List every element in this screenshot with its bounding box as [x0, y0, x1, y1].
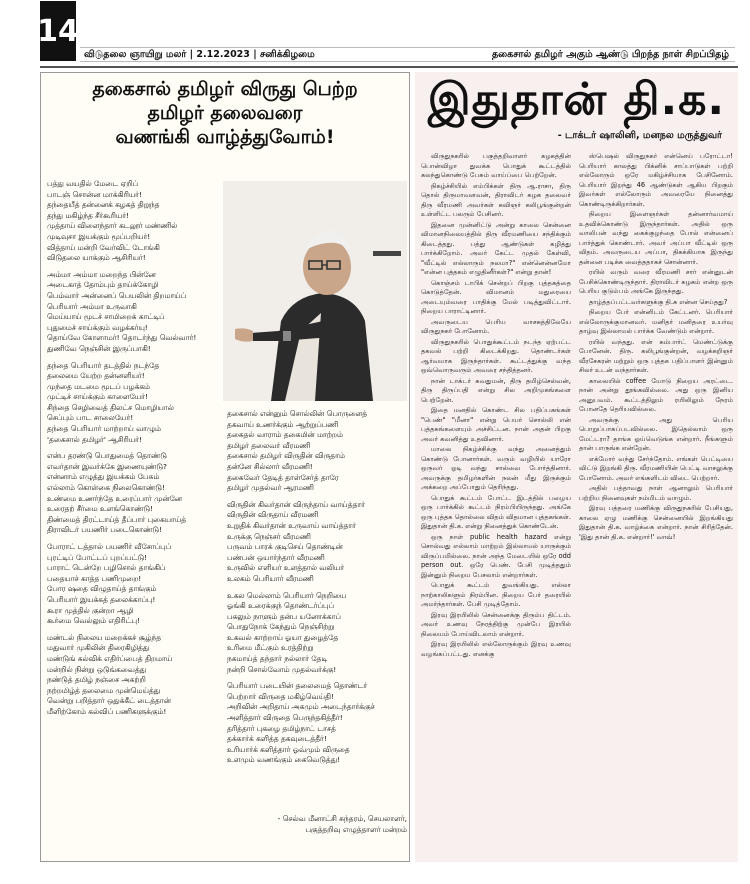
poem-line: முடிவுசா இயக்கும் மூப்பறியர்!	[47, 231, 151, 241]
poem-line: சிந்தை செழிவைத் திலட்ச மொழியால்	[47, 402, 174, 412]
header-divider	[40, 66, 738, 68]
poem-line: தகைசால் தமிழர் விருதின் விருதாம்	[227, 451, 345, 461]
poem-line: திண்மைத் திரட்டாய்த் தீப்பார் புகையாய்த்	[47, 514, 187, 524]
poem-stanza	[227, 500, 407, 585]
poem-line: பத்து வயதில் மேடை ஏறிப்	[47, 179, 139, 188]
article-paragraph: இதை மனதில் கொண்ட சில பதிப்பகங்கள் "பெண்" "மீனா" என்று பெயர் சொல்லி என் புத்தகங்களையும் அச்சிட்டன. நான் அதன் பிறகு அவர் கவனித்து உதவினார்.	[421, 406, 571, 443]
poem-line: பாராட் டென்றே பழிசொல் தாங்கிப்	[47, 563, 166, 573]
article-paragraph: ஒரு நாள் public health hazard என்று சொல்வது எல்லாம் மாற்றம் இல்லாமல் யாருக்கும் விருப்பமில்லை. நான் அந்த மேடையில் ஒரே odd person out. ஒரே பெண். பேசி முடித்ததும் இன்னும் நிறைய பேசலாம் என்றார்கள்.	[421, 532, 571, 579]
poem-line: புரட்டிப் போட்டப் புறப்பட்டு!	[47, 552, 148, 562]
headline-line: தமிழர் தலைவரை	[147, 102, 303, 124]
poem-line: மீளிற்கோம் கல்விப் பணிகளுக்கும்!	[47, 706, 167, 716]
poem-line: என்னாம் எழுத்து இயக்கம் பேசும்	[47, 472, 160, 482]
poem-line: பருவம் பாரக் குடிசெய் தொண்டின்	[227, 542, 343, 552]
article-paragraph: மாலை நிகழ்ச்சிக்கு வந்து அனைத்தும் கொண்டு போனார்கள். வரும் வழியில் யாரோ ஒருவர் ஓடி வந்து சால்வை போர்த்தினார். அவருக்கு தமிழர்களின் நலன் மீது இருக்கும் அக்கறை அப்போதும் தெரிந்தது.	[421, 445, 571, 491]
headline-line: வணங்கி வாழ்த்துவோம்!	[115, 126, 335, 148]
poem-line: போர ஷதை விழுதாய்த் தாங்கும்	[47, 584, 157, 594]
poem-line: அடைகாத் தோம்பும் தாய்க்கோழி	[47, 280, 159, 290]
poem-line: தகைவேர் தேடித் தாள்சேர்த் தாரே	[227, 472, 339, 482]
poem-line: பாடஞ் சொன்ன மாக்கிரியர்!	[47, 189, 142, 199]
poem-line: மன்றில் நின்று ஒடுங்கவைத்து	[47, 664, 147, 674]
poem-line: நற்றமிழ்த் தலைமை முன்மெய்த்து	[47, 685, 161, 695]
page-number: 14	[40, 1, 76, 61]
poem-line: நகமாய்த் தந்தார் நல்லார் தேடி	[227, 654, 328, 664]
poem-line: தமிழர் முதல்வர் ஆரமணி	[227, 483, 314, 493]
right-article	[415, 72, 738, 862]
poem-line: மதுவார் முகிலின் திரைகிழித்து	[47, 643, 150, 653]
poem-line: பெம்வார் அன்னைப் பெயலின் திறமாய்ப்	[47, 290, 187, 300]
article-paragraph: நிறைய இளைஞர்கள் தன்னார்வமாய் உதவிக்கொண்டு இருந்தார்கள். அதில் ஒரு வாலிபன் வந்து கைக்குழந்தை போல் என்னைப் பார்த்துக் கொண்டார். அவர் அப்பா வீட்டில் ஒரு விதம். அவருடைய அப்பா, திகக்கியாக இருந்து தன்னை படிக்க வைத்ததாகச் சொன்னார்.	[579, 210, 733, 266]
poem-line: கூரா முத்தில் குன்றா ஆழி	[47, 605, 134, 615]
header-right-text: தகைசால் தமிழர் அகும் ஆண்டு பிறந்த நாள் சிறப்பிதழ்	[491, 48, 729, 60]
poem-line: உறுதிக் கிவர்தான் உருவாய் வாய்த்தார்	[227, 520, 356, 530]
poem-line: பெரியார் இயக்கத் தலைக்காப்பு!	[47, 594, 156, 604]
poem-line: உகல மெல்லாம் பெரியார் நெறியை	[227, 590, 347, 600]
article-paragraph: அவருடைய பெரிய வாசகத்திலேயே விருதுநகர் போனோம்.	[421, 317, 571, 335]
poem-line: தரித்தார் புகழை தமிழ்நாட் டாசத்	[227, 723, 336, 733]
poem-stanza	[47, 633, 223, 718]
article-paragraph: ரயில் வரும் வரை வீரமணி சார் என்னுடன் பேசிக்கொண்டிருந்தார். திராவிடர் கழகம் என்ற ஒரு பெரிய குடும்பம் அங்கே இருந்தது.	[579, 268, 733, 295]
poem-stanza	[227, 409, 407, 494]
poem-line: தக்கார்க் களித்த தகவுடைத்தீர்!	[227, 734, 327, 744]
poem-line: போராட் டத்தால் பயணிர் வீசோப்புப்	[47, 542, 172, 551]
article-column-2	[579, 152, 733, 857]
article-paragraph: அவருக்கு அது பெரிய பொறுப்பாகப்படவில்லை. இதெல்லாம் ஒரு மேட்டரா? தாங்க ஓய்வெடுங்க என்றார். நீங்களும் தான் பாருங்க என்றேன்.	[579, 415, 733, 452]
poem-line: நன்றி சொல்வோம் முதல்வர்க்கு!	[227, 664, 337, 674]
poem-line: முத்தாய் விளைந்தார் கடலூர் மண்ணில்	[47, 221, 178, 231]
poem-line: தன்னே சில்லார் வீரமணி!	[227, 461, 313, 471]
poem-line: தலைமை யேற்ற தன்னளியர்!	[47, 371, 145, 381]
poem-line: வித்தாய் மன்றி வேர்விட் டோங்கி	[47, 242, 160, 252]
article-paragraph: இரவு இரயிலில் சென்னைக்கு திரும்ப திட்டம். அவர் உணவு நேரத்திற்கு முன்பே இரயில் நிலையம் போய்விடலாம் என்றார்.	[421, 610, 571, 638]
poem-line: தகைசால் என்னும் சொல்லின் பொருளைத்	[227, 409, 368, 418]
poem-line: என்ப தரண்டு பொதுமைத் தொண்டு	[47, 451, 167, 461]
article-paragraph: கொஞ்சம் டாபிக் சென்றப் பிறகு புத்தகத்தை கொடுத்தேன். விமானம் மதுரையை அடையும்வரை பாதிக்கு மேல் படித்துவிட்டார். நிறைய பாராட்டினார்.	[421, 278, 571, 315]
poem-line: பெரியார் படையின் தலைமைத் தொண்டர்	[227, 681, 368, 691]
poem-line: உலகம் பெரியார் வீரமணி	[227, 573, 314, 583]
poem-line: தந்தை பெரியார் மாற்றாய் வாழும்	[47, 424, 161, 434]
article-paragraph: பொதுக் கூட்டம் போட்ட இடத்தில் பழைய ஒரு பார்க்கில் கூட்டம் நிரம்பியிருந்தது. அங்கே ஒரு புத்தக தொல்லை விதம் விதமான புத்தகங்கள். இதுதான் தி.க. என்று நினைத்துக் கொண்டேன்.	[421, 493, 571, 530]
poem-stanza	[47, 542, 223, 627]
right-article-title: இதுதான் தி.க.	[427, 74, 726, 125]
poem-line: மண்டல் நிலைய மறைக்கச் சூழ்ந்த	[47, 632, 162, 642]
article-paragraph: தாழ்த்தப்பட்டவர்களுக்கு தி.க என்ன செய்தது?	[589, 297, 728, 306]
poem-line: அளித்தார் விருதை பெருந்தகித்தீர்!	[227, 713, 343, 723]
poem-line: பொதுநோக் கேந்தும் நெஞ்சிற்று	[227, 622, 335, 632]
leader-photo	[223, 181, 407, 401]
poem-line: பதையாச் காத்த பணிமுறை!	[47, 573, 142, 583]
poem-line: முந்தை மடமை மூடப் பழக்கம்	[47, 381, 150, 391]
poem-line: கூர்மை வெல்லும் எதிரிட்பு!	[47, 616, 140, 626]
article-paragraph: நான் டாக்டர் சுவதுமன், திரு தமிழ்செல்வன், திரு திருப்பதி என்று சில அறிமுகங்களை பெற்றேன்.	[421, 376, 571, 404]
poem-line: எல்லாம் கொள்கை நிலைகொண்டு!	[47, 483, 165, 493]
poem-line: தகவாய் உணர்க்கும் ஆற்றுப்பணி	[227, 419, 339, 429]
poem-line: ஓங்கி உரைக்குந் தொண்டர்ப்புப்	[227, 601, 335, 611]
poem-line: பெரியார் அம்மா உருவாகி	[47, 301, 137, 311]
signoff-line-1: - செல்வ மீனாட்சி சுந்தரம், செயலாளர்,	[277, 814, 407, 823]
poem-line: உருவில் எளியர் உளத்தால் வலியர்	[227, 563, 345, 573]
article-paragraph: விருதுநகரில் பொதுக்கூட்டம் நடந்த ஏற்பட்ட தகவல் பற்றி கிடைக்கிறது. தொண்டர்கள் ஆர்வமாக இருந்தார்கள். கூட்டத்துக்கு வந்த ஒவ்வொருவரும் அவரை சந்தித்தனர்.	[421, 337, 571, 374]
poem-line: பெற்றார் விருதை மகிழ்வெய்தி!	[227, 691, 334, 701]
poem-line: உருக்கு நெஞ்சர் வீரமணி	[227, 531, 311, 541]
poem-line: உரியார்க் களித்தார் ஓவ்மும் விருதை	[227, 744, 350, 754]
poem-line: விருதின் கிவர்தான் விருந்தாய் வாய்த்தார்	[227, 499, 365, 509]
poem-stanza	[47, 179, 223, 264]
poem-line: திராவிடர் பயணிர் படைகொண்டு!	[47, 525, 162, 535]
article-paragraph: காலையில் coffee யோடு நிறைய அரட்டை. நான் அன்று தூங்கவில்லை. அது ஒரு இனிய அனுபவம். கூட்டத்திலும் ரயிலிலும் நேரம் போனதே தெரியவில்லை.	[579, 376, 733, 413]
poem-signoff	[227, 813, 407, 835]
poem-line: விடுதலை யாக்கும் ஆசிரியர்!	[47, 253, 146, 263]
article-paragraph: அதில் பத்தாவது நாள் ஆனாலும் பெரியார் பற்றிய நினைவுகள் நம்மிடம் வாழும்.	[579, 484, 733, 502]
poem-line: உகவல் காற்றாய் ஓயா துழைத்தே	[227, 632, 339, 642]
article-paragraph: பொதுக் கூட்டம் துவங்கியது. எல்லா நாற்காலிகளும் நிரம்பின. நிறைய பேர் தரையில் அமர்ந்தார்கள். பேசி முடித்தோம்.	[421, 581, 571, 608]
poem-line: முட்டிச் சாய்க்கும் காளையேர்!	[47, 392, 148, 402]
poem-line: தந்து மகிழ்ந்த சீர்கூரியர்!	[47, 210, 130, 220]
poem-line: தொய்வே கோளாமர்! தொடர்ந்து வெல்வார்!	[47, 333, 197, 343]
poem-line: செப்பும் பாட சாலையேர்!	[47, 413, 134, 423]
article-paragraph: இரவு இரயிலில் எல்லோருக்கும் இரவு உணவு வழங்கப்பட்டது. எனக்கு	[421, 640, 571, 658]
poem-line: தந்தையீத் தன்னைக் கழகத் திறுந்த	[47, 200, 160, 210]
poem-line: அறிவின் அறிதாய் அகமும் அடைந்தார்க்குச்	[227, 702, 375, 712]
poem-line: தகைதல் வாராம் தகைமின் மாற்றம்	[227, 430, 343, 440]
poem-line: தந்தை பெரியார் தடத்தில் நடந்தே	[47, 360, 160, 370]
article-paragraph: ஸ்பெஷல் விருதுநகர் என்னெய் பரோட்டா! பெரியார் காலத்து பிக்னிக் சாப்பாடுகள் பற்றி எல்லோரும் ஒரே மகிழ்ச்சியாக பேசினோம். பெரியார் இறந்து 46 ஆண்டுகள் ஆகிய பிறகும் இவர்கள் எல்லோரும் அவரையே நினைத்து கொண்டிருக்கிறார்கள்.	[579, 152, 733, 208]
poem-line: நண்டுத் தமிழ் நஞ்சை அகற்றி	[47, 675, 146, 685]
poem-stanza	[47, 270, 223, 355]
article-paragraph: எக்மோர் வந்து சேர்ந்தோம். எங்கள் பெட்டியை விட்டு இறங்கி திரு. வீரமணியின் பெட்டி வாசலுக்கு போனோம். அவர் எங்களிடம் விடை பெற்றார்.	[579, 454, 733, 482]
poem-line: விருதின் விருதாய் வீரமணி	[227, 510, 319, 520]
poem-stanza	[227, 681, 407, 766]
poem-line: 'தகைசால் தமிழர்' ஆசிரியர்!	[47, 434, 142, 444]
poem-line: எவர்தான் இவர்க்கே இணையுண்டு?	[47, 461, 167, 471]
article-paragraph: நிறைய பேர் என்னிடம் கேட்டனர். பெரியார் எல்லோருக்குமானவர். மனிதர் மனிதரை உயர்வு தாழ்வு இல்லாமல் பார்க்க வேண்டும் என்றார்.	[579, 308, 733, 335]
poem-line: வென்று பறித்தார் ஒதுக்கீட் டைத்தான்	[47, 696, 171, 706]
headline-line: தகைசால் தமிழர் விருது பெற்ற	[92, 78, 358, 100]
poem-line: புதுமைச் சாய்க்கும் வழக்கர்யு!	[47, 322, 148, 332]
poem-line: தமிழர் தலைவர் வீரமணி	[227, 440, 311, 450]
article-paragraph: இரவு பத்தரை மணிக்கு விருதுநகரில் பேசியது, காலை ஏழு மணிக்கு சென்னையில் இறங்கியது இதுதான் தி.க. வாழ்க்கை என்றார். நான் சிரித்தேன். 'இது தான் தி.க. என்றார்!' வாவ்!	[579, 504, 733, 541]
article-paragraph: ரயில் வந்தது. என் கம்பார்ட் மெண்ட்டுக்கு போனேன். திரு. கலிபூங்குன்றன், வழக்கறிஞர் வீரசேகரன் மற்றும் ஒரு புத்தக பதிப்பாளர் இன்னும் சிலர் உடன் வந்தார்கள்.	[579, 337, 733, 374]
poem-line: மெய்யாய் மூடச் சாமிறைக் காட்டிப்	[47, 312, 165, 322]
poem-stanza	[47, 361, 223, 446]
poem-line: பகலும் நாளும் தன்ப யனோக்காப்	[227, 611, 341, 621]
article-paragraph: நிகழ்ச்சியில் எம்பிக்கள் திரு ஆ.ராசா, திரு தொல் திருமாவளவன், திராவிடர் கழக தலைவர் திரு வீரமணி அவர்கள் கவிஞர் கலிபூங்குன்றன் உள்ளிட்ட பலரும் பேசினர்.	[421, 181, 571, 218]
poem-line: பண்பன் ஒயார்ந்தார் வீரமணி	[227, 552, 325, 562]
article-paragraph: இதனை முன்னிட்டு அன்று காலை சென்னை விமானநிலையத்தில் திரு வீரமணியை சந்திக்கும் கிடைத்தது. பத்து ஆண்டுகள் கழித்து பார்க்கிறோம். அவர் கேட்ட முதல் கேள்வி, "வீட்டில் எல்லாரும் நலமா?" என்னென்னமோ "என்ன புத்தகம் எழுதினீர்கள்?" என்று தான்!	[421, 220, 571, 276]
poem-line: துணிவே நெஞ்சின் இருப்பாகி!	[47, 343, 151, 353]
header-left-text: விடுதலை ஞாயிறு மலர் | 2.12.2023 | சனிக்கிழமை	[84, 48, 315, 60]
poem-line: உரைதற் சீர்மை உளங்கொண்டு!	[47, 504, 154, 514]
poem-column-2	[227, 409, 407, 809]
poem-line: உளமும் வணங்கும் கைவெடுத்து!	[227, 755, 340, 765]
poem-stanza	[227, 591, 407, 676]
signoff-line-2: பகுத்தறிவு எழுத்தாளர் மன்றம்	[305, 825, 407, 834]
article-paragraph: விருதுநகரில் பகுத்தறிவாளர் கழகத்தின் பொன்விழா துவக்க பொதுக் கூட்டத்தில் கலந்துகொண்டு பேசும் வாய்ப்பை பெற்றேன்.	[421, 152, 571, 179]
poem-line: அம்மா அம்மா மறைந்த பின்னே	[47, 269, 156, 279]
article-column-1	[421, 152, 571, 857]
poem-line: மண்டுங் கல்விக் எதிர்ப்பைத் திறமாய்	[47, 653, 173, 663]
leader-portrait-image	[223, 181, 407, 401]
right-article-byline: - டாக்டர் ஷாலினி, மனநல மருத்துவர்	[557, 130, 722, 141]
poem-stanza	[47, 451, 223, 536]
poem-column-1	[47, 179, 223, 839]
poem-line: உரிமை மீட்கும் உரத்திற்று	[227, 643, 314, 653]
page-header-strip	[80, 47, 735, 62]
left-article	[40, 72, 410, 862]
poem-line: உண்மை உணர்ந்தே உரைப்பார் முன்னே	[47, 493, 182, 503]
left-headline	[41, 73, 409, 157]
